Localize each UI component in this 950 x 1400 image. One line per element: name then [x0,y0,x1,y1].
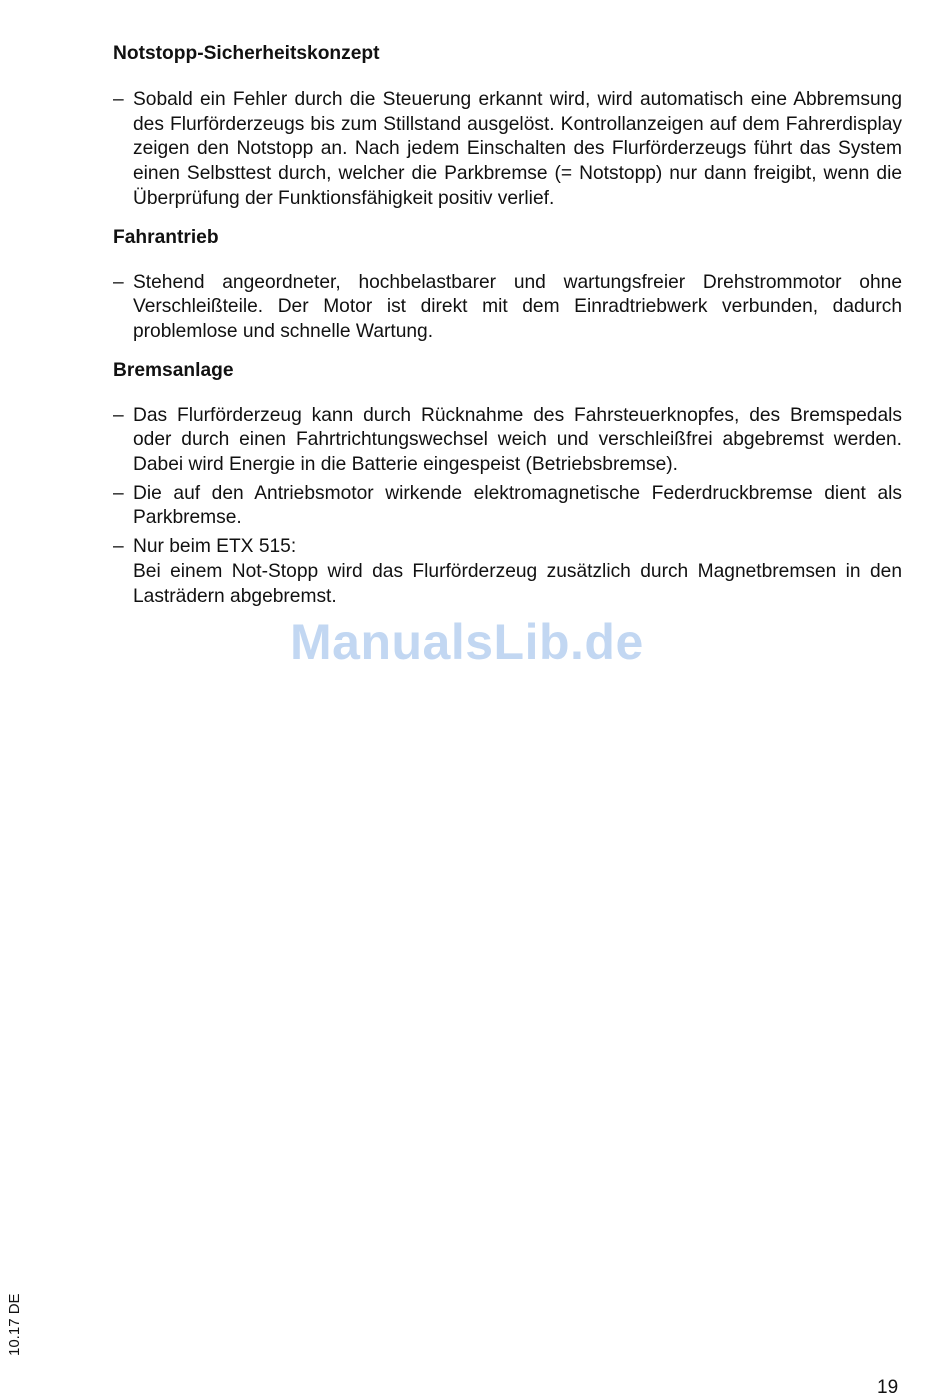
list-item [113,271,902,345]
list-fahrantrieb [113,271,902,345]
document-version-code: 10.17 DE [6,1293,23,1356]
bullet-dash: – [113,482,124,504]
list-bremsanlage [113,404,902,610]
list-item-line: Bei einem Not-Stopp wird das Flurförderzeug zusätzlich durch Magnetbremsen in den Lasträdern abgebremst. [133,560,902,607]
page-content [113,40,902,609]
list-item-text: Das Flurförderzeug kann durch Rücknahme des Fahrsteuerknopfes, des Bremspedals oder durch einen Fahrtrichtungswechsel weich und verschleißfrei abgebremst werden. Dabei wird Energie in die Batterie eingespeist (Betriebsbremse). [133,404,902,476]
list-item [113,482,902,531]
heading-fahrantrieb: Fahrantrieb [113,226,219,248]
list-item [113,404,902,478]
list-item [113,88,902,212]
watermark: ManualsLib.de [290,614,644,670]
bullet-dash: – [113,536,124,558]
list-item [113,535,902,609]
bullet-dash: – [113,271,124,293]
list-item-text: Sobald ein Fehler durch die Steuerung erkannt wird, wird automatisch eine Abbremsung des Flurförderzeugs bis zum Stillstand ausgelöst. Kontrollanzeigen auf dem Fahrerdisplay zeigen den Notstopp an. Nach jedem Einschalten des Flurförderzeugs führt das System einen Selbsttest durch, welcher die Parkbremse (= Notstopp) nur dann freigibt, wenn die Überprüfung der Funktionsfähigkeit positiv verlief. [133,89,902,209]
list-item-line: Nur beim ETX 515: [133,536,297,558]
list-item-text: Stehend angeordneter, hochbelastbarer und wartungsfreier Drehstrommotor ohne Verschleißteile. Der Motor ist direkt mit dem Einradtriebwerk verbunden, dadurch problemlose und schnelle Wartung. [133,271,902,342]
list-item-text: Die auf den Antriebsmotor wirkende elektromagnetische Federdruckbremse dient als Parkbremse. [133,482,902,529]
bullet-dash: – [113,404,124,426]
heading-notstopp: Notstopp-Sicherheitskonzept [113,43,380,64]
page-number: 19 [877,1377,899,1398]
bullet-dash: – [113,89,124,110]
heading-bremsanlage: Bremsanlage [113,359,234,381]
list-notstopp [113,88,902,212]
